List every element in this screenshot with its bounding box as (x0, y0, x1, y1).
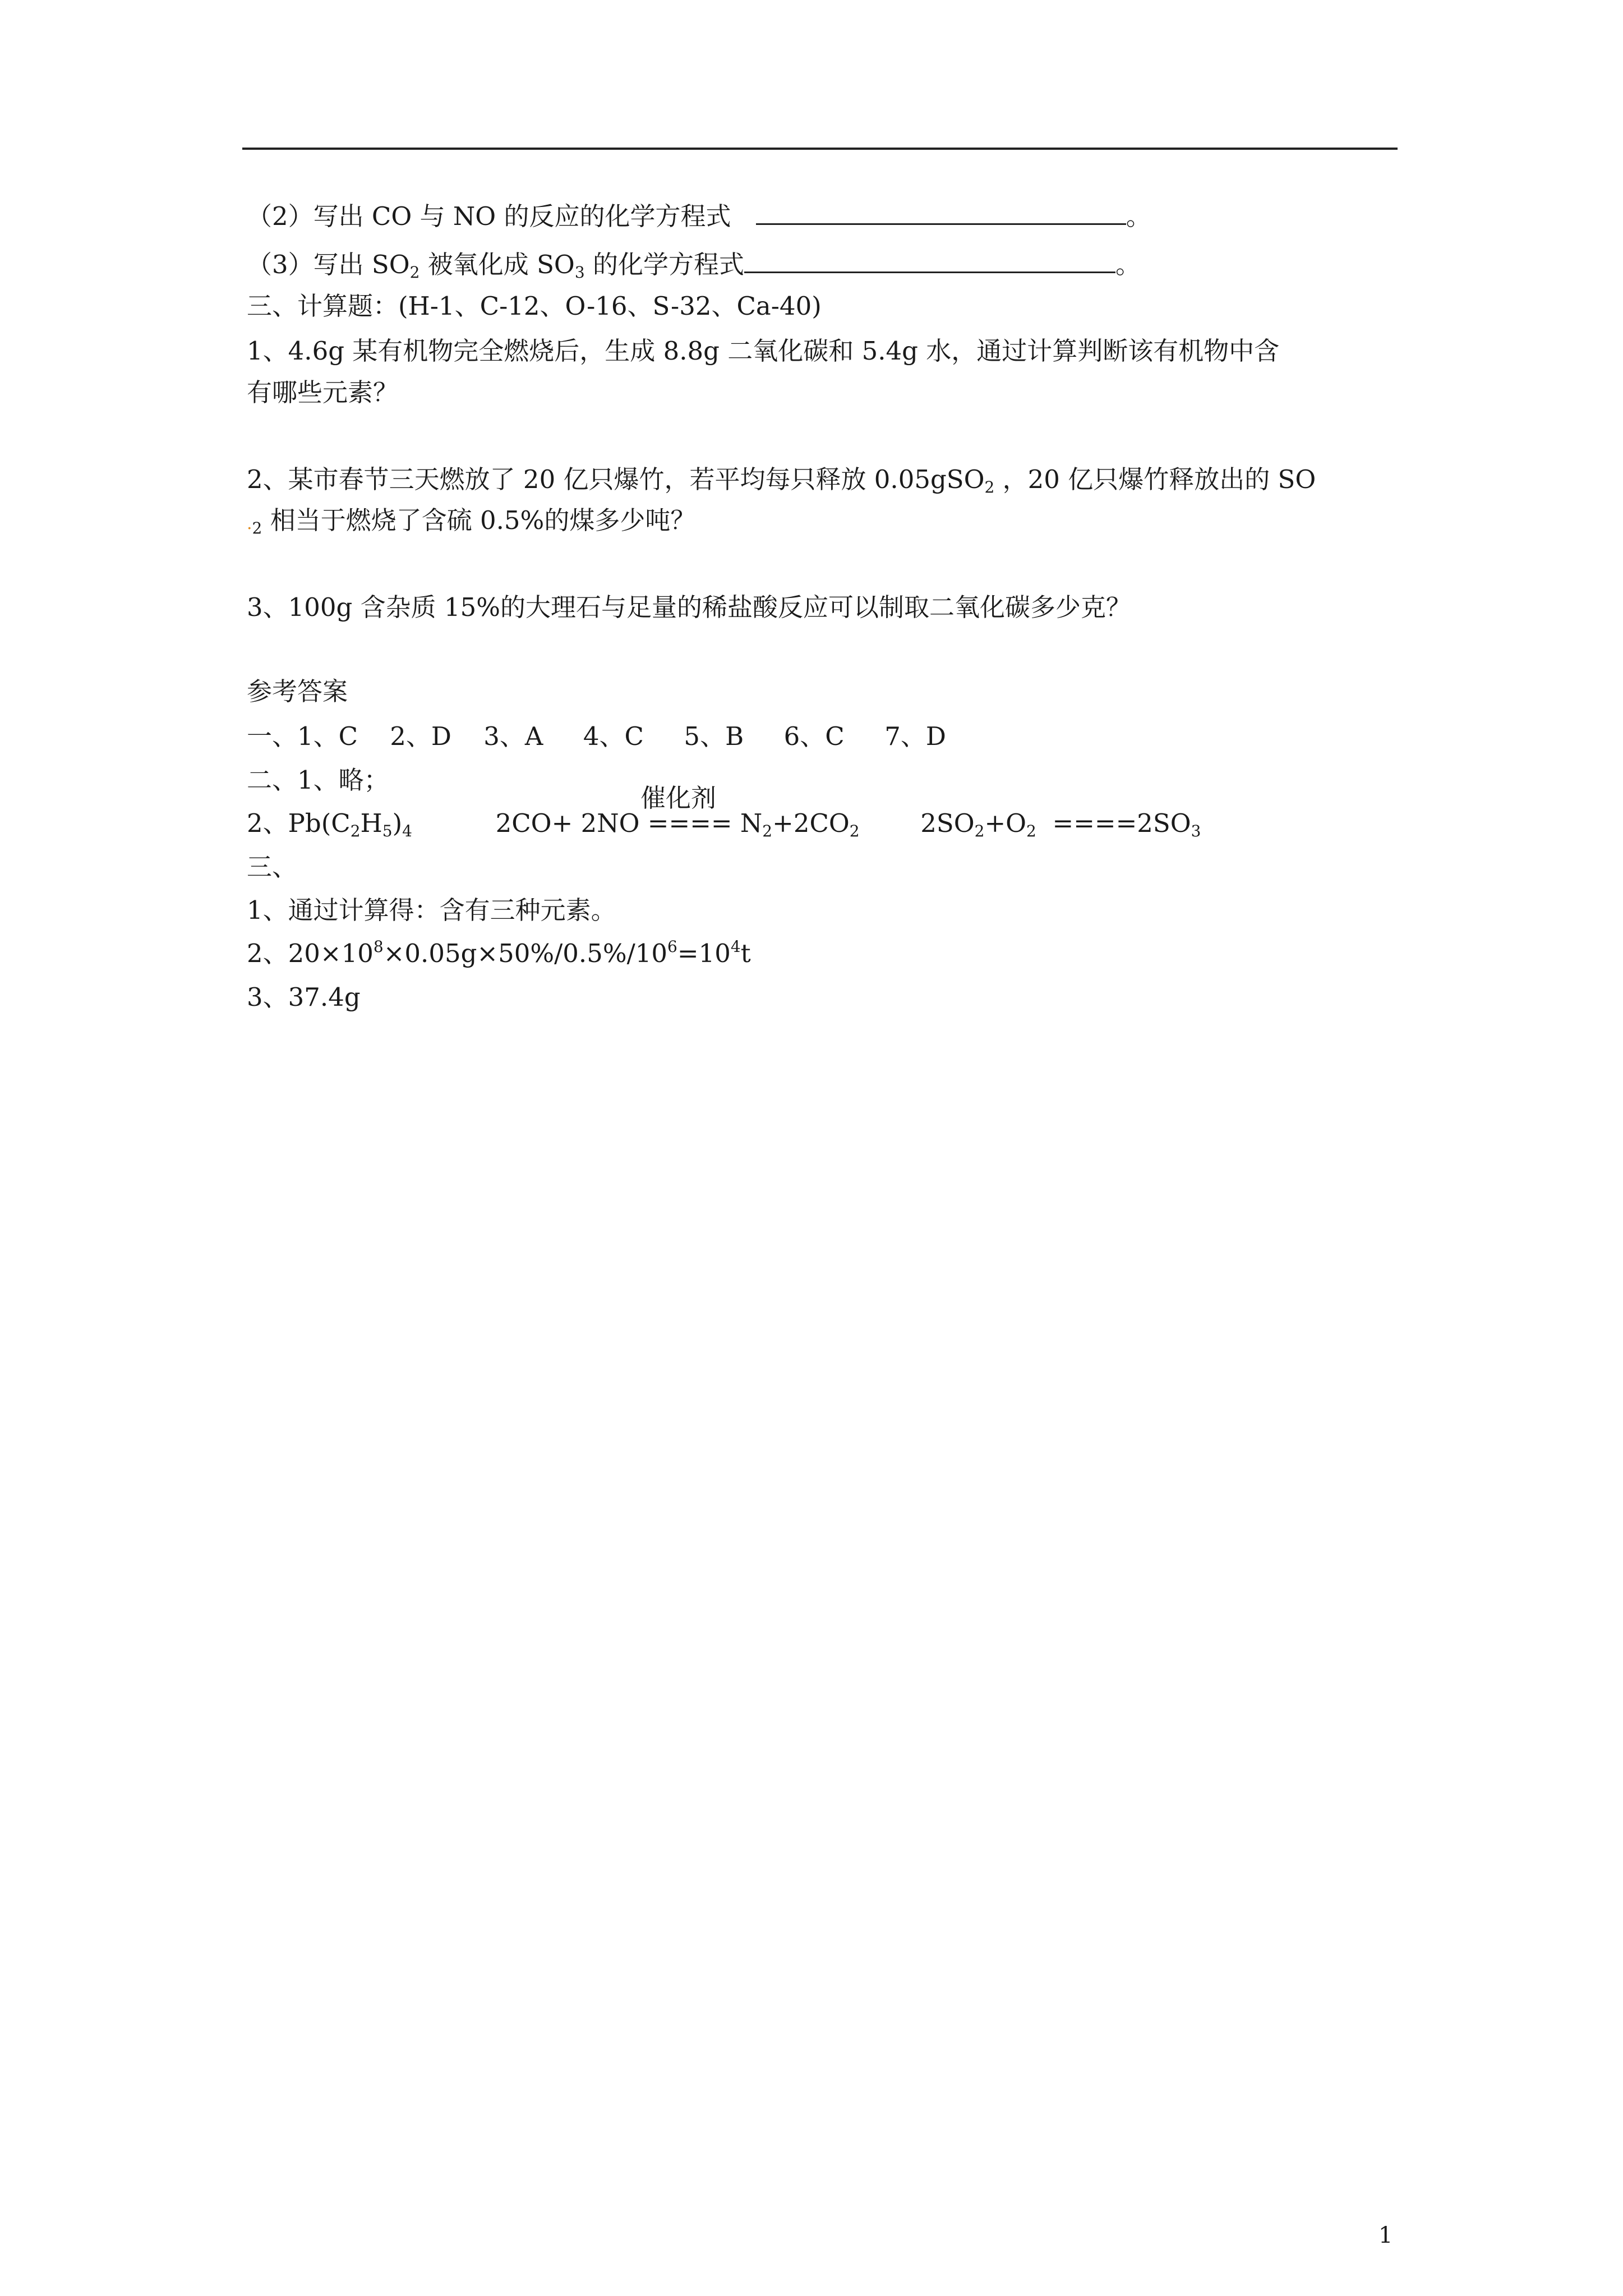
calc-question-3: 3、100g 含杂质 15%的大理石与足量的稀盐酸反应可以制取二氧化碳多少克？ (247, 592, 1131, 622)
calc-question-2-line-1: 2、某市春节三天燃放了 20 亿只爆竹，若平均每只释放 0.05gSO$_2$ ，20 亿只爆竹释放出的 SO (247, 464, 1316, 496)
answer-blank (744, 249, 1115, 273)
answers-part-3-item-2: 2、$20\times 10^8\times 0.05g\times 50\%/0.5\%/10^6=10^4t$ (247, 937, 751, 968)
period: 。 (1115, 250, 1141, 279)
page-number: 1 (1378, 2223, 1393, 2248)
answer-blank (756, 201, 1126, 225)
answers-part-2-item-2: 2、$Pb(C_2H_5)_4$ 2CO+ 2NO ==== $N_2+2CO_2$ $2SO_2+O_2 ====2SO_3$ (247, 808, 1201, 840)
answers-part-3-item-1: 1、通过计算得：含有三种元素。 (247, 895, 616, 925)
header-rule (242, 148, 1398, 150)
question-3-line: （3）写出 $SO_2$ 被氧化成 $SO_3$ 的化学方程式 。 (247, 250, 1141, 282)
equation-co-no: 2CO+ 2NO ==== $N_2+2CO_2$ (495, 808, 860, 840)
calc-question-2-line-2: $._2$ 相当于燃烧了含硫 0.5%的煤多少吨？ (247, 505, 696, 537)
question-2-text: （2）写出 CO 与 NO 的反应的化学方程式 (247, 201, 731, 231)
calc-question-1-line-1: 1、4.6g 某有机物完全燃烧后，生成 8.8g 二氧化碳和 5.4g 水，通过计算判断该有机物中含 (247, 336, 1280, 366)
highlight-dot: . (247, 514, 252, 533)
answers-part-3-item-3: 3、37.4g (247, 982, 361, 1012)
answers-heading: 参考答案 (247, 677, 348, 706)
equation-so2-oxidation: $2SO_2+O_2 ====2SO_3$ (920, 808, 1201, 840)
period: 。 (1126, 201, 1151, 231)
catalyst-label: 催化剂 (640, 783, 717, 813)
question-3-text: （3）写出 SO (247, 250, 410, 279)
question-2-line (247, 201, 1151, 232)
answers-part-3-heading: 三、 (247, 852, 298, 882)
answers-part-1: 一、1、C 2、D 3、A 4、C 5、B 6、C 7、D (247, 721, 946, 751)
answers-part-2-item-1: 二、1、略； (247, 765, 389, 795)
calc-question-1-line-2: 有哪些元素？ (247, 378, 399, 407)
section-heading-calculation: 三、计算题：(H-1、C-12、O-16、S-32、Ca-40) (247, 291, 822, 321)
